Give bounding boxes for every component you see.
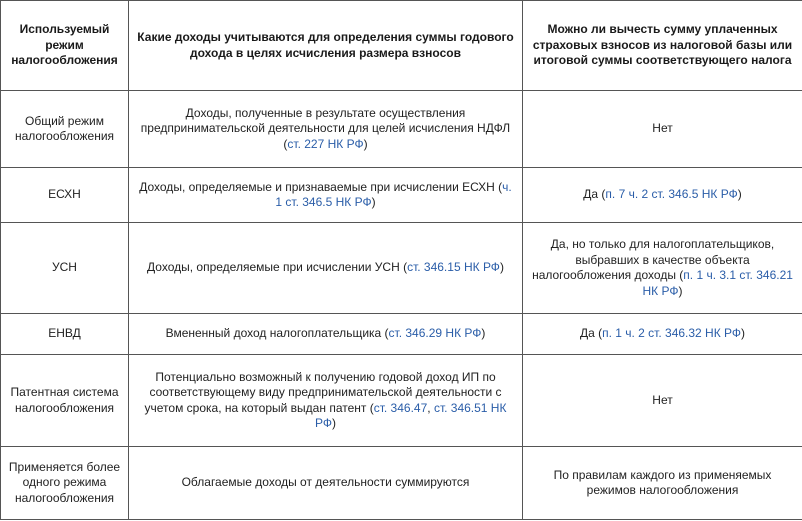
income-cell <box>129 355 523 447</box>
law-reference-link[interactable]: п. 7 ч. 2 ст. 346.5 НК РФ <box>605 187 738 202</box>
cell-text: , <box>427 400 434 415</box>
cell-text: ) <box>678 283 683 298</box>
regime-cell: Применяется более одного режима налогообложения <box>1 447 129 520</box>
table-row <box>1 447 802 520</box>
income-cell <box>129 223 523 314</box>
deduction-cell <box>523 168 802 223</box>
law-reference-link[interactable]: ст. 346.47 <box>373 400 428 415</box>
law-reference-link[interactable]: ст. 346.29 НК РФ <box>388 326 482 341</box>
income-cell <box>129 447 523 520</box>
cell-text: Потенциально возможный к получению годовой доход ИП по соответствующему виду предпринимательской деятельности с учетом срока, на который выдан патент ( <box>144 369 502 415</box>
table-row <box>1 168 802 223</box>
cell-text: Облагаемые доходы от деятельности суммируются <box>181 475 470 490</box>
deduction-cell <box>523 355 802 447</box>
table-header-row <box>1 1 802 91</box>
law-reference-link[interactable]: ст. 227 НК РФ <box>287 136 364 151</box>
table-row <box>1 314 802 355</box>
deduction-cell <box>523 91 802 168</box>
cell-text: ) <box>481 326 486 341</box>
law-reference-link[interactable]: п. 1 ч. 3.1 ст. 346.21 НК РФ <box>642 268 793 298</box>
income-cell <box>129 314 523 355</box>
cell-text: По правилам каждого из применяемых режимов налогообложения <box>553 467 772 497</box>
cell-text: Да ( <box>583 187 606 202</box>
header-deduction: Можно ли вычесть сумму уплаченных страховых взносов из налоговой базы или итоговой суммы соответствующего налога <box>523 1 802 91</box>
cell-text: Доходы, определяемые и признаваемые при исчислении ЕСХН ( <box>139 179 503 194</box>
header-income: Какие доходы учитываются для определения суммы годового дохода в целях исчисления размера взносов <box>129 1 523 91</box>
table-row <box>1 91 802 168</box>
table-body <box>1 91 802 520</box>
income-cell <box>129 91 523 168</box>
cell-text: Да ( <box>579 326 603 341</box>
law-reference-link[interactable]: п. 1 ч. 2 ст. 346.32 НК РФ <box>602 326 742 341</box>
law-reference-link[interactable]: ч. 1 ст. 346.5 НК РФ <box>275 179 512 209</box>
header-regime: Используемый режим налогообложения <box>1 1 129 91</box>
cell-text: ) <box>737 187 742 202</box>
cell-text: ) <box>332 416 336 430</box>
deduction-cell <box>523 447 802 520</box>
cell-text: Нет <box>652 121 673 136</box>
regime-cell: ЕСХН <box>1 168 129 223</box>
cell-text: ) <box>371 195 376 209</box>
cell-text: ) <box>499 260 504 275</box>
law-reference-link[interactable]: ст. 346.51 НК РФ <box>315 400 507 430</box>
regime-cell: Общий режим налогообложения <box>1 91 129 168</box>
cell-text: Вмененный доход налогоплательщика ( <box>165 326 389 341</box>
income-cell <box>129 168 523 223</box>
table-row <box>1 355 802 447</box>
law-reference-link[interactable]: ст. 346.15 НК РФ <box>407 260 500 275</box>
deduction-cell <box>523 223 802 314</box>
cell-text: Доходы, определяемые при исчислении УСН ( <box>147 260 408 275</box>
cell-text: Нет <box>652 392 673 407</box>
cell-text: Да, но только для налогоплательщиков, выбравших в качестве объекта налогообложения доходы ( <box>532 237 775 282</box>
table-row <box>1 223 802 314</box>
cell-text: ) <box>741 326 746 341</box>
deduction-cell <box>523 314 802 355</box>
cell-text: Доходы, полученные в результате осуществления предпринимательской деятельности для целей исчисления НДФЛ ( <box>140 105 511 151</box>
regime-cell: ЕНВД <box>1 314 129 355</box>
regime-cell: УСН <box>1 223 129 314</box>
cell-text: ) <box>363 136 368 151</box>
regime-cell: Патентная система налогообложения <box>1 355 129 447</box>
